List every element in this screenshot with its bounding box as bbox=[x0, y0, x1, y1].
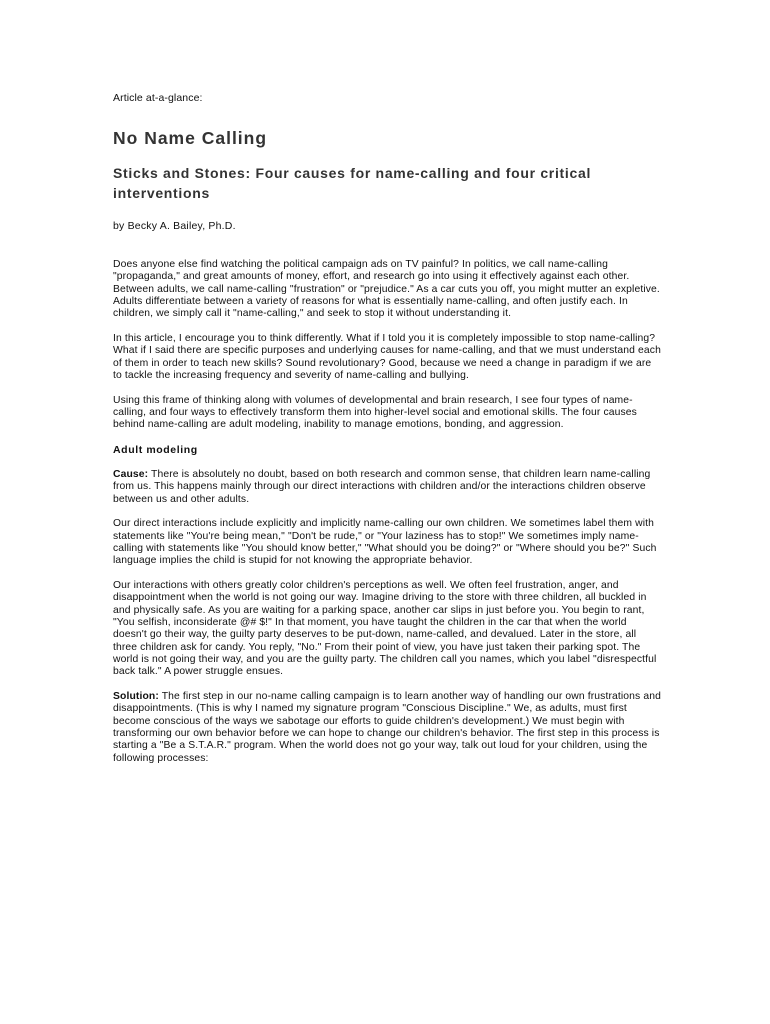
intro-paragraph-2: In this article, I encourage you to think differently. What if I told you it is completely impossible to stop name-calling? What if I said there are specific purposes and underlying causes for name-calling, and that we must understand each of them in order to teach new skills? Sound revolutionary? Good, because we need a change in paradigm if we are to tackle the increasing frequency and severity of name-calling and bullying. bbox=[113, 332, 661, 381]
article-subtitle: Sticks and Stones: Four causes for name-calling and four critical interventions bbox=[113, 165, 592, 201]
article-title: No Name Calling bbox=[113, 128, 268, 148]
intro-paragraph-1: Does anyone else find watching the political campaign ads on TV painful? In politics, we call name-calling "propaganda," and great amounts of money, effort, and research go into using it effectively against each other. Between adults, we call name-calling "frustration" or "prejudice." As a car cuts you off, you might mutter an expletive. Adults differentiate between a variety of reasons for what is essentially name-calling, and often justify each. In children, we simply call it "name-calling," and seek to stop it without understanding it. bbox=[113, 259, 660, 320]
article-byline: by Becky A. Bailey, Ph.D. bbox=[113, 220, 236, 232]
article-kicker: Article at-a-glance: bbox=[113, 92, 203, 104]
document-page bbox=[113, 92, 661, 777]
cause-text: There is absolutely no doubt, based on both research and common sense, that children learn name-calling from us. This happens mainly through our direct interactions with children and/or the interactions children observe between us and other adults. bbox=[113, 469, 651, 505]
solution-label: Solution: bbox=[113, 691, 159, 703]
intro-paragraph-3: Using this frame of thinking along with volumes of developmental and brain research, I see four types of name-calling, and four ways to effectively transform them into higher-level social and emotional skills. The four causes behind name-calling are adult modeling, inability to manage emotions, bonding, and aggression. bbox=[113, 394, 637, 431]
section-heading: Adult modeling bbox=[113, 444, 198, 457]
solution-text: The first step in our no-name calling campaign is to learn another way of handling our own frustrations and disappointments. (This is why I named my signature program "Conscious Discipline." We, as adults, must first become conscious of the ways we sabotage our efforts to guide children's development.) We must begin with transforming our own behavior before we can hope to change our children's behavior. The first step in this process is starting a "Be a S.T.A.R." program. When the world does not go your way, talk out loud for your children, using the following processes: bbox=[113, 691, 661, 764]
body-paragraph-1: Our direct interactions include explicitly and implicitly name-calling our own children. We sometimes label them with statements like "You're being mean," "Don't be rude," or "Your laziness has to stop!" We sometimes imply name-calling with statements like "You should know better," "What should you be doing?" or "Where should you be?" Such language implies the child is stupid for not knowing the appropriate behavior. bbox=[113, 518, 657, 567]
body-paragraph-2: Our interactions with others greatly color children's perceptions as well. We often feel frustration, anger, and disappointment when the world is not going our way. Imagine driving to the store with three children, all buckled in and physically safe. As you are waiting for a parking space, another car slips in just before you. You begin to rant, "You selfish, inconsiderate @# $!" In that moment, you have taught the children in the car that when the world doesn't go their way, the guilty party deserves to be put-down, name-called, and devalued. Later in the store, all three children ask for candy. You reply, "No." From their point of view, you have just taken their parking spot. The world is not going their way, and you are the guilty party. The children call you names, which you label "disrespectful back talk." A power struggle ensues. bbox=[113, 580, 657, 678]
cause-label: Cause: bbox=[113, 469, 149, 481]
cause-paragraph bbox=[113, 469, 661, 506]
solution-paragraph bbox=[113, 691, 661, 765]
